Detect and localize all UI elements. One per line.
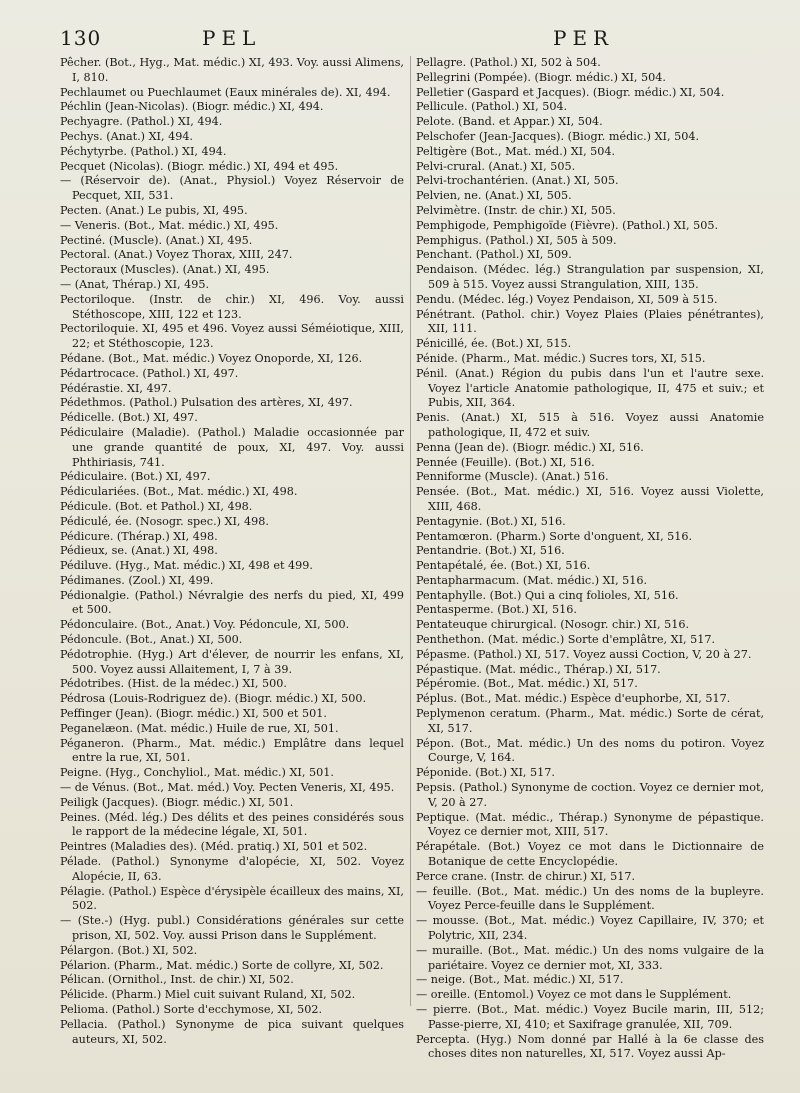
index-entry: Pemphigus. (Pathol.) XI, 505 à 509. — [416, 233, 617, 247]
index-entry: Pépéromie. (Bot., Mat. médic.) XI, 517. — [416, 677, 638, 691]
index-entry: Peines. (Méd. lég.) Des délits et des peines considérés sous le rapport de la médecine légale, XI, 501. — [60, 810, 404, 839]
index-entry: Pechyagre. (Pathol.) XI, 494. — [60, 115, 223, 129]
index-entry: Pelote. (Band. et Appar.) XI, 504. — [416, 115, 603, 129]
index-entry: Pectoriloquie. XI, 495 et 496. Voyez aussi Séméiotique, XIII, 22; et Stéthoscopie, 123. — [60, 322, 404, 351]
index-entry: Peffinger (Jean). (Biogr. médic.) XI, 500 et 501. — [60, 707, 327, 721]
index-entry: Pépastique. (Mat. médic., Thérap.) XI, 517. — [416, 662, 661, 676]
index-entry: Pélican. (Ornithol., Inst. de chir.) XI, 502. — [60, 973, 294, 987]
index-entry: Pélicide. (Pharm.) Miel cuit suivant Ruland, XI, 502. — [60, 988, 356, 1002]
index-entry: Péganeron. (Pharm., Mat. médic.) Emplâtre dans lequel entre la rue, XI, 501. — [60, 736, 404, 765]
index-entry: Pennée (Feuille). (Bot.) XI, 516. — [416, 455, 595, 469]
index-entry: — (Réservoir de). (Anat., Physiol.) Voyez Réservoir de Pecquet, XII, 531. — [60, 174, 404, 203]
index-entry: Pendaison. (Médec. lég.) Strangulation par suspension, XI, 509 à 515. Voyez aussi Strangulation, XIII, 135. — [416, 263, 764, 291]
index-entry: Pentapharmacum. (Mat. médic.) XI, 516. — [416, 573, 648, 587]
header-right-word: PER — [553, 26, 615, 50]
column-divider — [410, 56, 411, 1006]
index-entry: Pellicule. (Pathol.) XI, 504. — [416, 100, 568, 114]
index-entry: Pectoral. (Anat.) Voyez Thorax, XIII, 247. — [60, 248, 293, 262]
index-entry: Pépasme. (Pathol.) XI, 517. Voyez aussi Coction, V, 20 à 27. — [416, 647, 752, 661]
index-entry: Péponide. (Bot.) XI, 517. — [416, 766, 555, 780]
index-entry: Penchant. (Pathol.) XI, 509. — [416, 248, 572, 262]
index-entry: Péchlin (Jean-Nicolas). (Biogr. médic.) XI, 494. — [60, 100, 324, 114]
index-entry: Pellacia. (Pathol.) Synonyme de pica suivant quelques auteurs, XI, 502. — [60, 1017, 404, 1046]
index-entry: Pêcher. (Bot., Hyg., Mat. médic.) XI, 493. Voy. aussi Alimens, I, 810. — [60, 56, 404, 84]
index-entry: Pélagie. (Pathol.) Espèce d'érysipèle écailleux des mains, XI, 502. — [60, 884, 404, 913]
index-entry: Pendu. (Médec. lég.) Voyez Pendaison, XI, 509 à 515. — [416, 292, 718, 306]
index-entry: Penniforme (Muscle). (Anat.) 516. — [416, 470, 609, 484]
left-column — [60, 56, 404, 1047]
index-entry: Peltigère (Bot., Mat. méd.) XI, 504. — [416, 144, 616, 158]
index-entry: Pélade. (Pathol.) Synonyme d'alopécie, XI, 502. Voyez Alopécie, II, 63. — [60, 855, 404, 883]
index-entry: Peptique. (Mat. médic., Thérap.) Synonyme de pépastique. Voyez ce dernier mot, XIII, 517. — [416, 810, 764, 839]
index-entry: Péchytyrbe. (Pathol.) XI, 494. — [60, 144, 227, 158]
index-entry: Pédiculaire. (Bot.) XI, 497. — [60, 470, 211, 484]
index-entry: Pénil. (Anat.) Région du pubis dans l'un et l'autre sexe. Voyez l'article Anatomie pathologique, II, 475 et suiv.; et Pubis, XII, 364. — [416, 366, 764, 410]
index-entry: Pellegrini (Pompée). (Biogr. médic.) XI, 504. — [416, 70, 666, 84]
index-entry: Pédiculé, ée. (Nosogr. spec.) XI, 498. — [60, 514, 269, 528]
header-left-word: PEL — [202, 26, 262, 50]
index-entry: Pédionalgie. (Pathol.) Névralgie des nerfs du pied, XI, 499 et 500. — [60, 588, 404, 617]
index-entry: — mousse. (Bot., Mat. médic.) Voyez Capillaire, IV, 370; et Polytric, XII, 234. — [416, 914, 764, 943]
index-entry: Perce crane. (Instr. de chirur.) XI, 517. — [416, 869, 636, 883]
index-entry: Pépon. (Bot., Mat. médic.) Un des noms du potiron. Voyez Courge, V, 164. — [416, 736, 764, 765]
index-entry: Pectiné. (Muscle). (Anat.) XI, 495. — [60, 233, 253, 247]
index-entry: Penthethon. (Mat. médic.) Sorte d'emplâtre, XI, 517. — [416, 633, 716, 647]
index-entry: Pentagynie. (Bot.) XI, 516. — [416, 514, 566, 528]
index-entry: Pemphigode, Pemphigoïde (Fièvre). (Pathol.) XI, 505. — [416, 218, 719, 232]
index-entry: Pénicillé, ée. (Bot.) XI, 515. — [416, 337, 572, 351]
index-entry: Penna (Jean de). (Biogr. médic.) XI, 516. — [416, 440, 644, 454]
right-column — [416, 56, 764, 1062]
index-entry: Pentamœron. (Pharm.) Sorte d'onguent, XI, 516. — [416, 529, 693, 543]
index-entry: Pédiculaire (Maladie). (Pathol.) Maladie occasionnée par une grande quantité de poux, XI, 497. Voy. aussi Phthiriasis, 741. — [60, 425, 404, 469]
index-entry: — de Vénus. (Bot., Mat. méd.) Voy. Pecten Veneris, XI, 495. — [60, 781, 395, 795]
index-entry: Pérapétale. (Bot.) Voyez ce mot dans le Dictionnaire de Botanique de cette Encyclopédie. — [416, 840, 764, 869]
index-entry: Peiligk (Jacques). (Biogr. médic.) XI, 501. — [60, 795, 294, 809]
index-entry: Pelioma. (Pathol.) Sorte d'ecchymose, XI, 502. — [60, 1003, 323, 1016]
index-entry: Pelvimètre. (Instr. de chir.) XI, 505. — [416, 203, 616, 217]
index-entry: Pédoncule. (Bot., Anat.) XI, 500. — [60, 633, 243, 647]
index-entry: — muraille. (Bot., Mat. médic.) Un des noms vulgaire de la pariétaire. Voyez ce dernier mot, XI, 333. — [416, 943, 764, 972]
index-entry: Pelletier (Gaspard et Jacques). (Biogr. médic.) XI, 504. — [416, 85, 725, 99]
index-entry: Peplymenon ceratum. (Pharm., Mat. médic.) Sorte de cérat, XI, 517. — [416, 707, 764, 735]
index-entry: — pierre. (Bot., Mat. médic.) Voyez Bucile marin, III, 512; Passe-pierre, XI, 410; et Saxifrage granulée, XII, 709. — [416, 1003, 764, 1031]
running-header — [60, 26, 760, 52]
index-entry: Pensée. (Bot., Mat. médic.) XI, 516. Voyez aussi Violette, XIII, 468. — [416, 485, 764, 513]
index-entry: — oreille. (Entomol.) Voyez ce mot dans le Supplément. — [416, 988, 732, 1002]
index-entry: Peganelæon. (Mat. médic.) Huile de rue, XI, 501. — [60, 721, 339, 735]
index-entry: Pechys. (Anat.) XI, 494. — [60, 129, 193, 143]
index-entry: Pédicule. (Bot. et Pathol.) XI, 498. — [60, 499, 253, 513]
index-entry: — feuille. (Bot., Mat. médic.) Un des noms de la bupleyre. Voyez Perce-feuille dans le Supplément. — [416, 884, 764, 913]
index-entry: Pelvi-trochantérien. (Anat.) XI, 505. — [416, 174, 619, 188]
index-entry: Pectoraux (Muscles). (Anat.) XI, 495. — [60, 263, 270, 277]
index-entry: Pénide. (Pharm., Mat. médic.) Sucres tors, XI, 515. — [416, 351, 706, 365]
index-entry: Pédiluve. (Hyg., Mat. médic.) XI, 498 et 499. — [60, 559, 313, 573]
index-entry: Pédimanes. (Zool.) XI, 499. — [60, 573, 214, 587]
index-entry: Pédicure. (Thérap.) XI, 498. — [60, 529, 218, 543]
index-entry: Pédotribes. (Hist. de la médec.) XI, 500. — [60, 677, 287, 691]
index-entry: Pélargon. (Bot.) XI, 502. — [60, 943, 198, 957]
index-entry: Pédrosa (Louis-Rodriguez de). (Biogr. médic.) XI, 500. — [60, 692, 367, 706]
index-entry: Percepta. (Hyg.) Nom donné par Hallé à la 6e classe des choses dites non naturelles, XI, 517. Voyez aussi Ap- — [416, 1032, 764, 1061]
index-entry: Pelvien, ne. (Anat.) XI, 505. — [416, 189, 572, 203]
index-entry: Pecquet (Nicolas). (Biogr. médic.) XI, 494 et 495. — [60, 159, 339, 173]
index-entry: Pédiculariées. (Bot., Mat. médic.) XI, 498. — [60, 485, 298, 499]
index-entry: Pénétrant. (Pathol. chir.) Voyez Plaies (Plaies pénétrantes), XII, 111. — [416, 307, 764, 336]
index-entry: Pédonculaire. (Bot., Anat.) Voy. Pédoncule, XI, 500. — [60, 618, 350, 632]
index-entry: Pelvi-crural. (Anat.) XI, 505. — [416, 159, 576, 173]
index-entry: — (Ste.-) (Hyg. publ.) Considérations générales sur cette prison, XI, 502. Voy. aussi Prison dans le Supplément. — [60, 914, 404, 943]
index-entry: Pédartrocace. (Pathol.) XI, 497. — [60, 366, 239, 380]
index-entry: Pentaphylle. (Bot.) Qui a cinq folioles, XI, 516. — [416, 588, 679, 602]
index-entry: Pentasperme. (Bot.) XI, 516. — [416, 603, 577, 617]
index-entry: Pédotrophie. (Hyg.) Art d'élever, de nourrir les enfans, XI, 500. Voyez aussi Allaitement, I, 7 à 39. — [60, 647, 404, 676]
index-entry: Peintres (Maladies des). (Méd. pratiq.) XI, 501 et 502. — [60, 840, 368, 854]
index-entry: Pelschofer (Jean-Jacques). (Biogr. médic.) XI, 504. — [416, 129, 699, 143]
index-entry: Pédieux, se. (Anat.) XI, 498. — [60, 544, 218, 558]
index-entry: Pélarion. (Pharm., Mat. médic.) Sorte de collyre, XI, 502. — [60, 958, 384, 972]
index-entry: Pédane. (Bot., Mat. médic.) Voyez Onoporde, XI, 126. — [60, 351, 363, 365]
index-entry: Pentateuque chirurgical. (Nosogr. chir.) XI, 516. — [416, 618, 690, 632]
index-entry: Pellagre. (Pathol.) XI, 502 à 504. — [416, 56, 601, 69]
index-entry: Pédethmos. (Pathol.) Pulsation des artères, XI, 497. — [60, 396, 353, 410]
index-entry: Penis. (Anat.) XI, 515 à 516. Voyez aussi Anatomie pathologique, II, 472 et suiv. — [416, 411, 764, 439]
index-entry: — (Anat, Thérap.) XI, 495. — [60, 277, 210, 291]
index-entry: Pectoriloque. (Instr. de chir.) XI, 496. Voy. aussi Stéthoscope, XIII, 122 et 123. — [60, 292, 404, 321]
index-entry: Peigne. (Hyg., Conchyliol., Mat. médic.) XI, 501. — [60, 766, 334, 780]
index-entry: Pentapétalé, ée. (Bot.) XI, 516. — [416, 559, 591, 573]
index-entry: Péplus. (Bot., Mat. médic.) Espèce d'euphorbe, XI, 517. — [416, 692, 731, 706]
index-entry: Pédicelle. (Bot.) XI, 497. — [60, 411, 198, 425]
index-entry: Pepsis. (Pathol.) Synonyme de coction. Voyez ce dernier mot, V, 20 à 27. — [416, 781, 764, 809]
index-entry: Pentandrie. (Bot.) XI, 516. — [416, 544, 565, 558]
page-number: 130 — [60, 26, 102, 50]
index-entry: Pechlaumet ou Puechlaumet (Eaux minérales de). XI, 494. — [60, 85, 391, 99]
index-entry: — Veneris. (Bot., Mat. médic.) XI, 495. — [60, 218, 279, 232]
index-entry: Pecten. (Anat.) Le pubis, XI, 495. — [60, 203, 248, 217]
index-entry: — neige. (Bot., Mat. médic.) XI, 517. — [416, 973, 624, 987]
index-entry: Pédérastie. XI, 497. — [60, 381, 172, 395]
